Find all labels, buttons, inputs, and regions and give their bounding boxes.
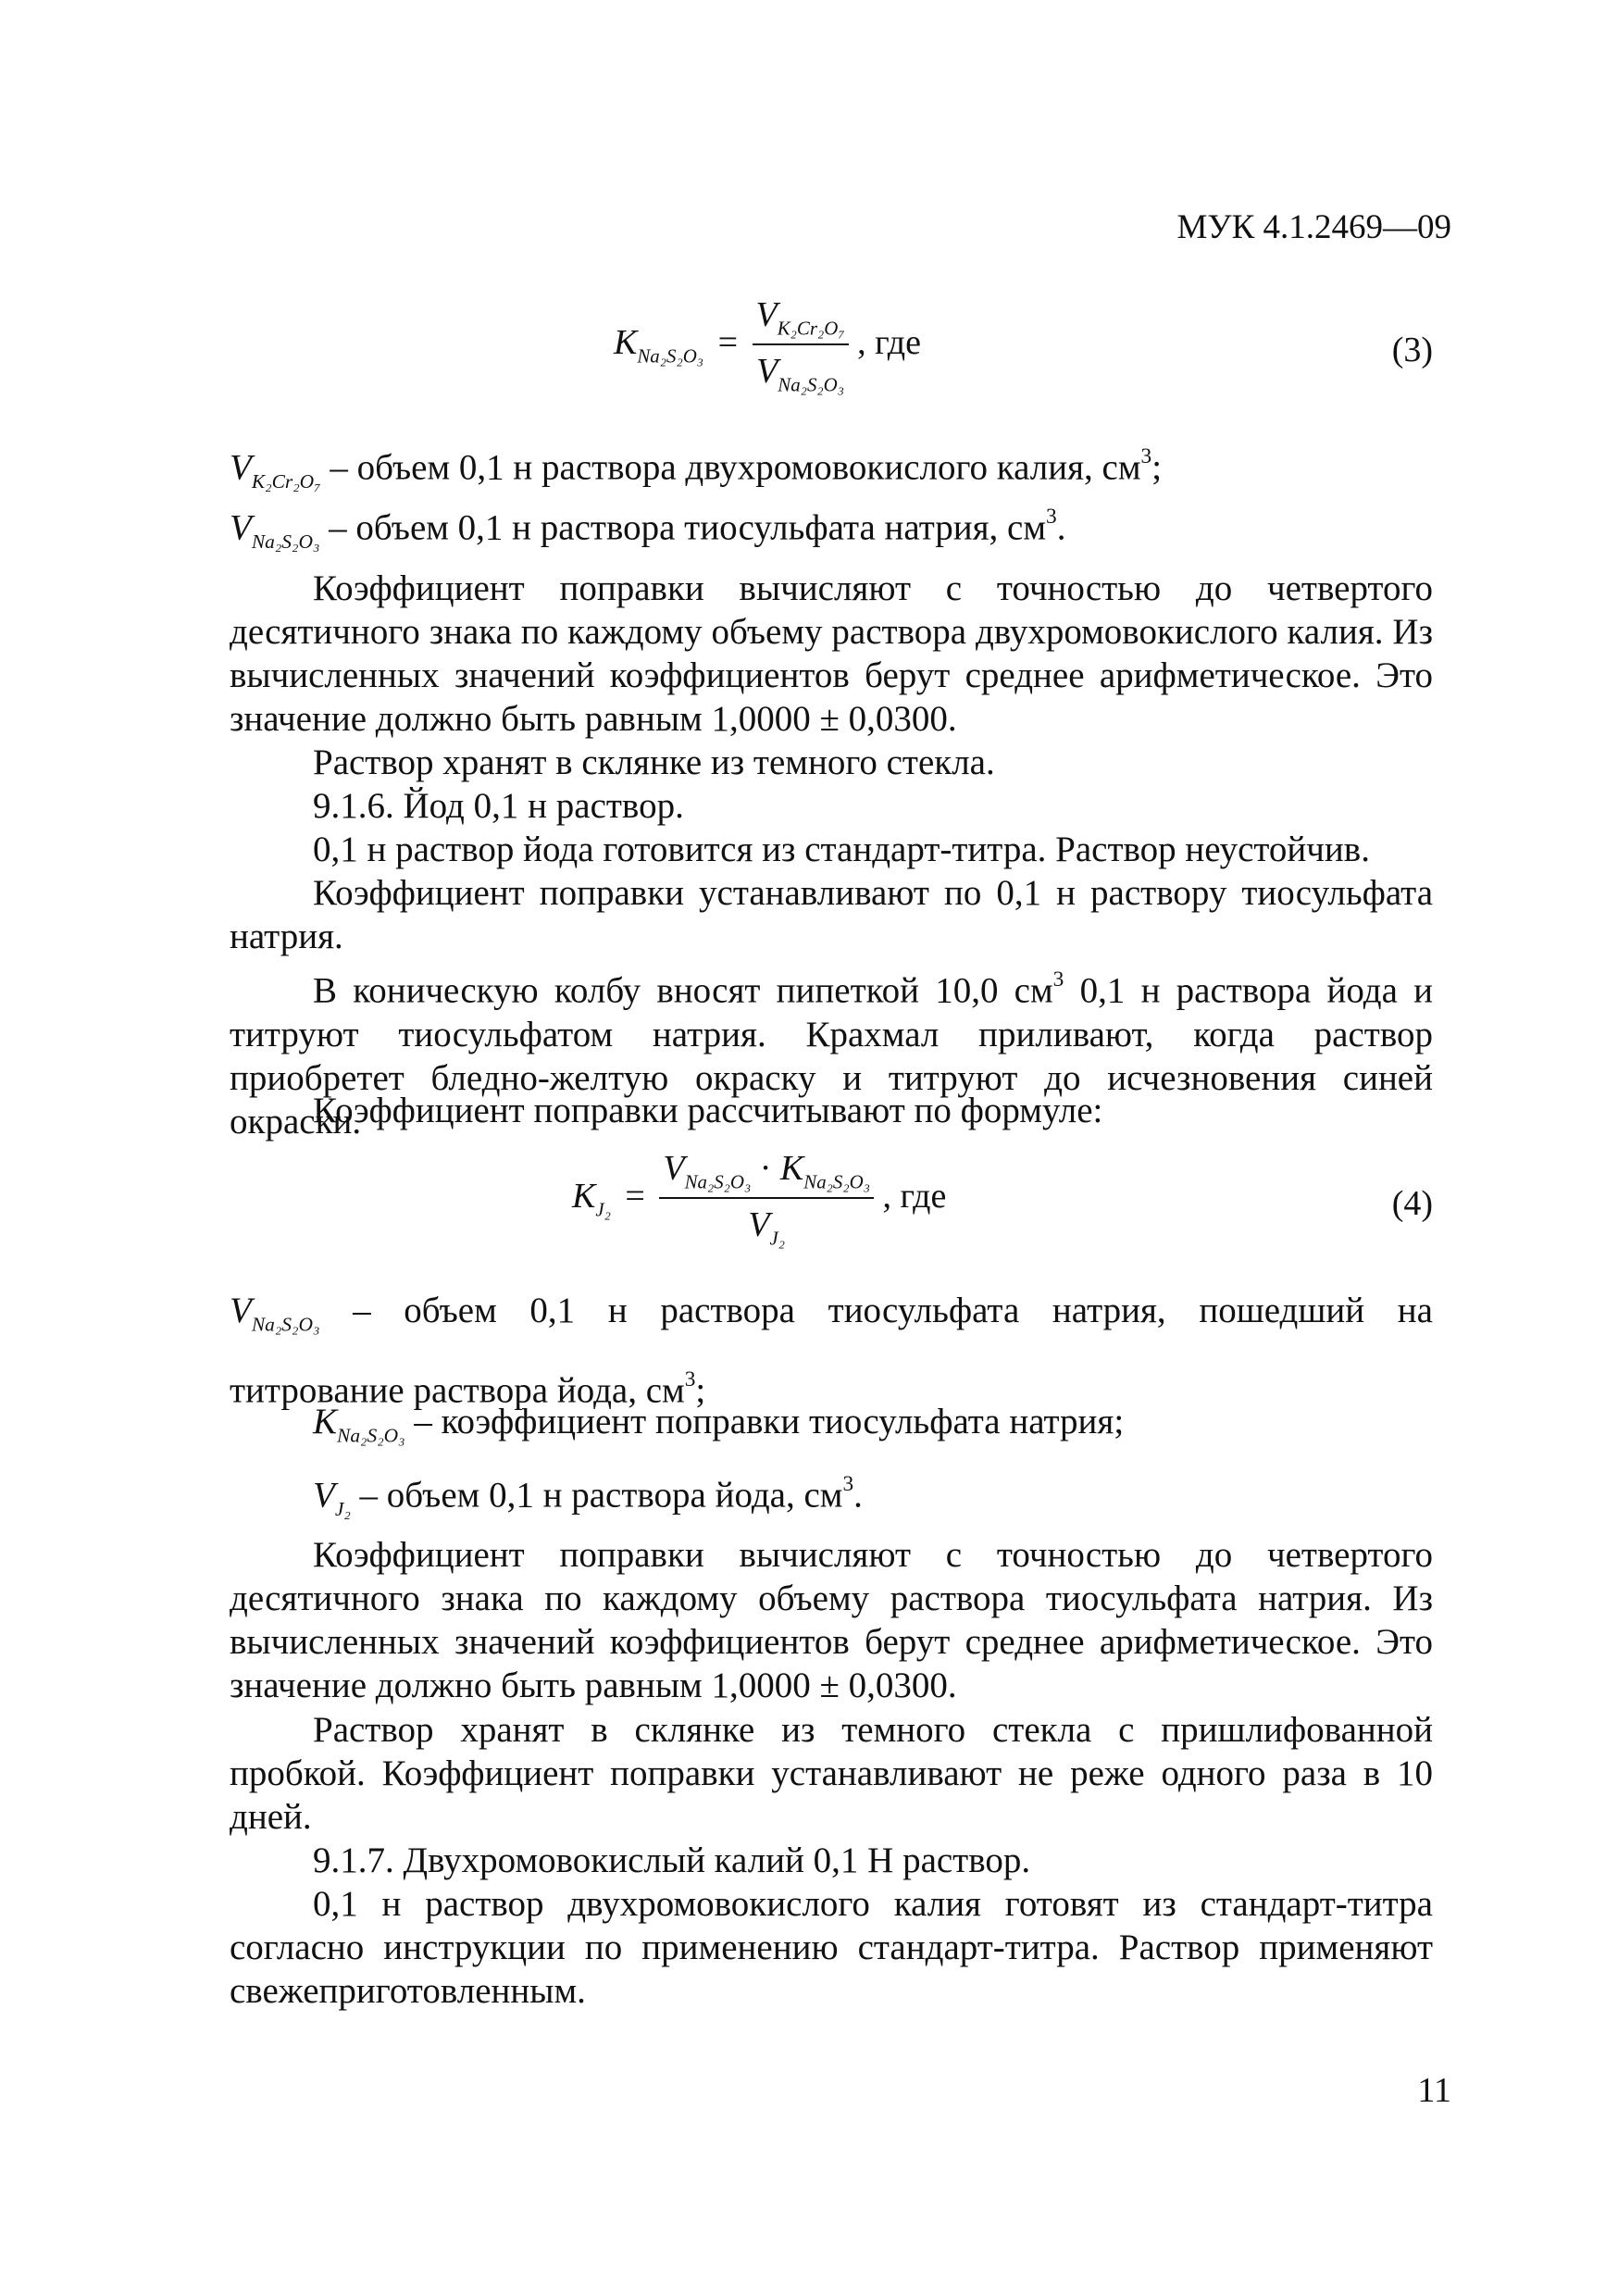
formula-4-fraction xyxy=(659,1148,874,1251)
formula-3-where: , где xyxy=(857,323,921,363)
formula-3-numerator: $V_{K_2Cr_2O_7}$ xyxy=(753,294,849,345)
formula-3-body xyxy=(614,294,921,397)
paragraph-storage-1: Раствор хранят в склянке из темного стекла. xyxy=(313,742,995,782)
paragraph-correction-coefficient-2: Коэффициент поправки вычисляют с точностью до четвертого десятичного знака по каждому объему раствора тиосульфата натрия. Из вычисленных значений коэффициентов берут среднее арифметическое. Это значение должно быть равным 1,0000 ± 0,0300. xyxy=(230,1535,1433,1705)
definition-v-na2s2o3-iodine: $V_{Na_2S_2O_3}$ – объем 0,1 н раствора тиосульфата натрия, пошедший на титрование раствора йода, $см^3$; xyxy=(230,1291,1433,1411)
formula-3-denominator: $V_{Na_2S_2O_3}$ xyxy=(756,352,844,396)
formula-3-number: (3) xyxy=(1391,331,1433,369)
paragraph-titration-procedure: В коническую колбу вносят пипеткой 10,0 $см^3$ 0,1 н раствора йода и титруют тиосульфатом натрия. Крахмал приливают, когда раствор приобретет бледно-желтую окраску и титруют до исчезновения синей окраски. xyxy=(230,967,1434,1142)
formula-3-eq: = xyxy=(717,323,738,363)
formula-4 xyxy=(230,1148,1433,1268)
paragraph-iodine-preparation: 0,1 н раствор йода готовится из стандарт-титра. Раствор неустойчив. xyxy=(313,830,1370,869)
paragraph-dichromate-preparation: 0,1 н раствор двухромовокислого калия готовят из стандарт-титра согласно инструкции по применению стандарт-титра. Раствор применяют свежеприготовленным. xyxy=(230,1884,1433,2011)
definition-v-j2: $V_{J_2}$ – объем 0,1 н раствора йода, $см^3$. xyxy=(313,1472,863,1521)
section-9-1-6-title: 9.1.6. Йод 0,1 н раствор. xyxy=(313,786,684,826)
formula-4-body xyxy=(572,1148,946,1251)
section-9-1-7-title: 9.1.7. Двухромовокислый калий 0,1 Н раствор. xyxy=(313,1841,1031,1880)
formula-4-where: , где xyxy=(882,1177,947,1217)
formula-3 xyxy=(230,294,1433,415)
paragraph-storage-2: Раствор хранят в склянке из темного стекла с пришлифованной пробкой. Коэффициент поправки устанавливают не реже одного раза в 10 дней. xyxy=(230,1710,1433,1837)
formula-3-lhs: $K_{Na_2S_2O_3}$ xyxy=(614,323,704,368)
formula-4-eq: = xyxy=(625,1177,645,1217)
paragraph-formula-intro: Коэффициент поправки рассчитывают по формуле: xyxy=(313,1091,1103,1130)
definition-v-k2cr2o7: $V_{K_2Cr_2O_7}$ – объем 0,1 н раствора двухромовокислого калия, $см^3$; xyxy=(230,444,1163,493)
formula-4-lhs: $K_{J_2}$ xyxy=(572,1177,611,1221)
formula-3-fraction xyxy=(753,294,849,397)
page-number: 11 xyxy=(1417,2071,1451,2110)
paragraph-correction-by-thiosulfate: Коэффициент поправки устанавливают по 0,1 н раствору тиосульфата натрия. xyxy=(230,873,1433,956)
formula-4-numerator: $V_{Na_2S_2O_3} \cdot K_{Na_2S_2O_3}$ xyxy=(659,1148,874,1199)
document-code: МУК 4.1.2469—09 xyxy=(1176,208,1451,246)
definition-v-na2s2o3: $V_{Na_2S_2O_3}$ – объем 0,1 н раствора тиосульфата натрия, $см^3$. xyxy=(230,505,1066,554)
paragraph-correction-coefficient-1: Коэффициент поправки вычисляют с точностью до четвертого десятичного знака по каждому объему раствора двухромовокислого калия. Из вычисленных значений коэффициентов берут среднее арифметическое. Это значение должно быть равным 1,0000 ± 0,0300. xyxy=(230,568,1433,739)
formula-4-denominator: $V_{J_2}$ xyxy=(748,1205,786,1250)
definition-k-na2s2o3: $K_{Na_2S_2O_3}$ – коэффициент поправки тиосульфата натрия; xyxy=(313,1402,1125,1447)
formula-4-number: (4) xyxy=(1391,1184,1433,1223)
